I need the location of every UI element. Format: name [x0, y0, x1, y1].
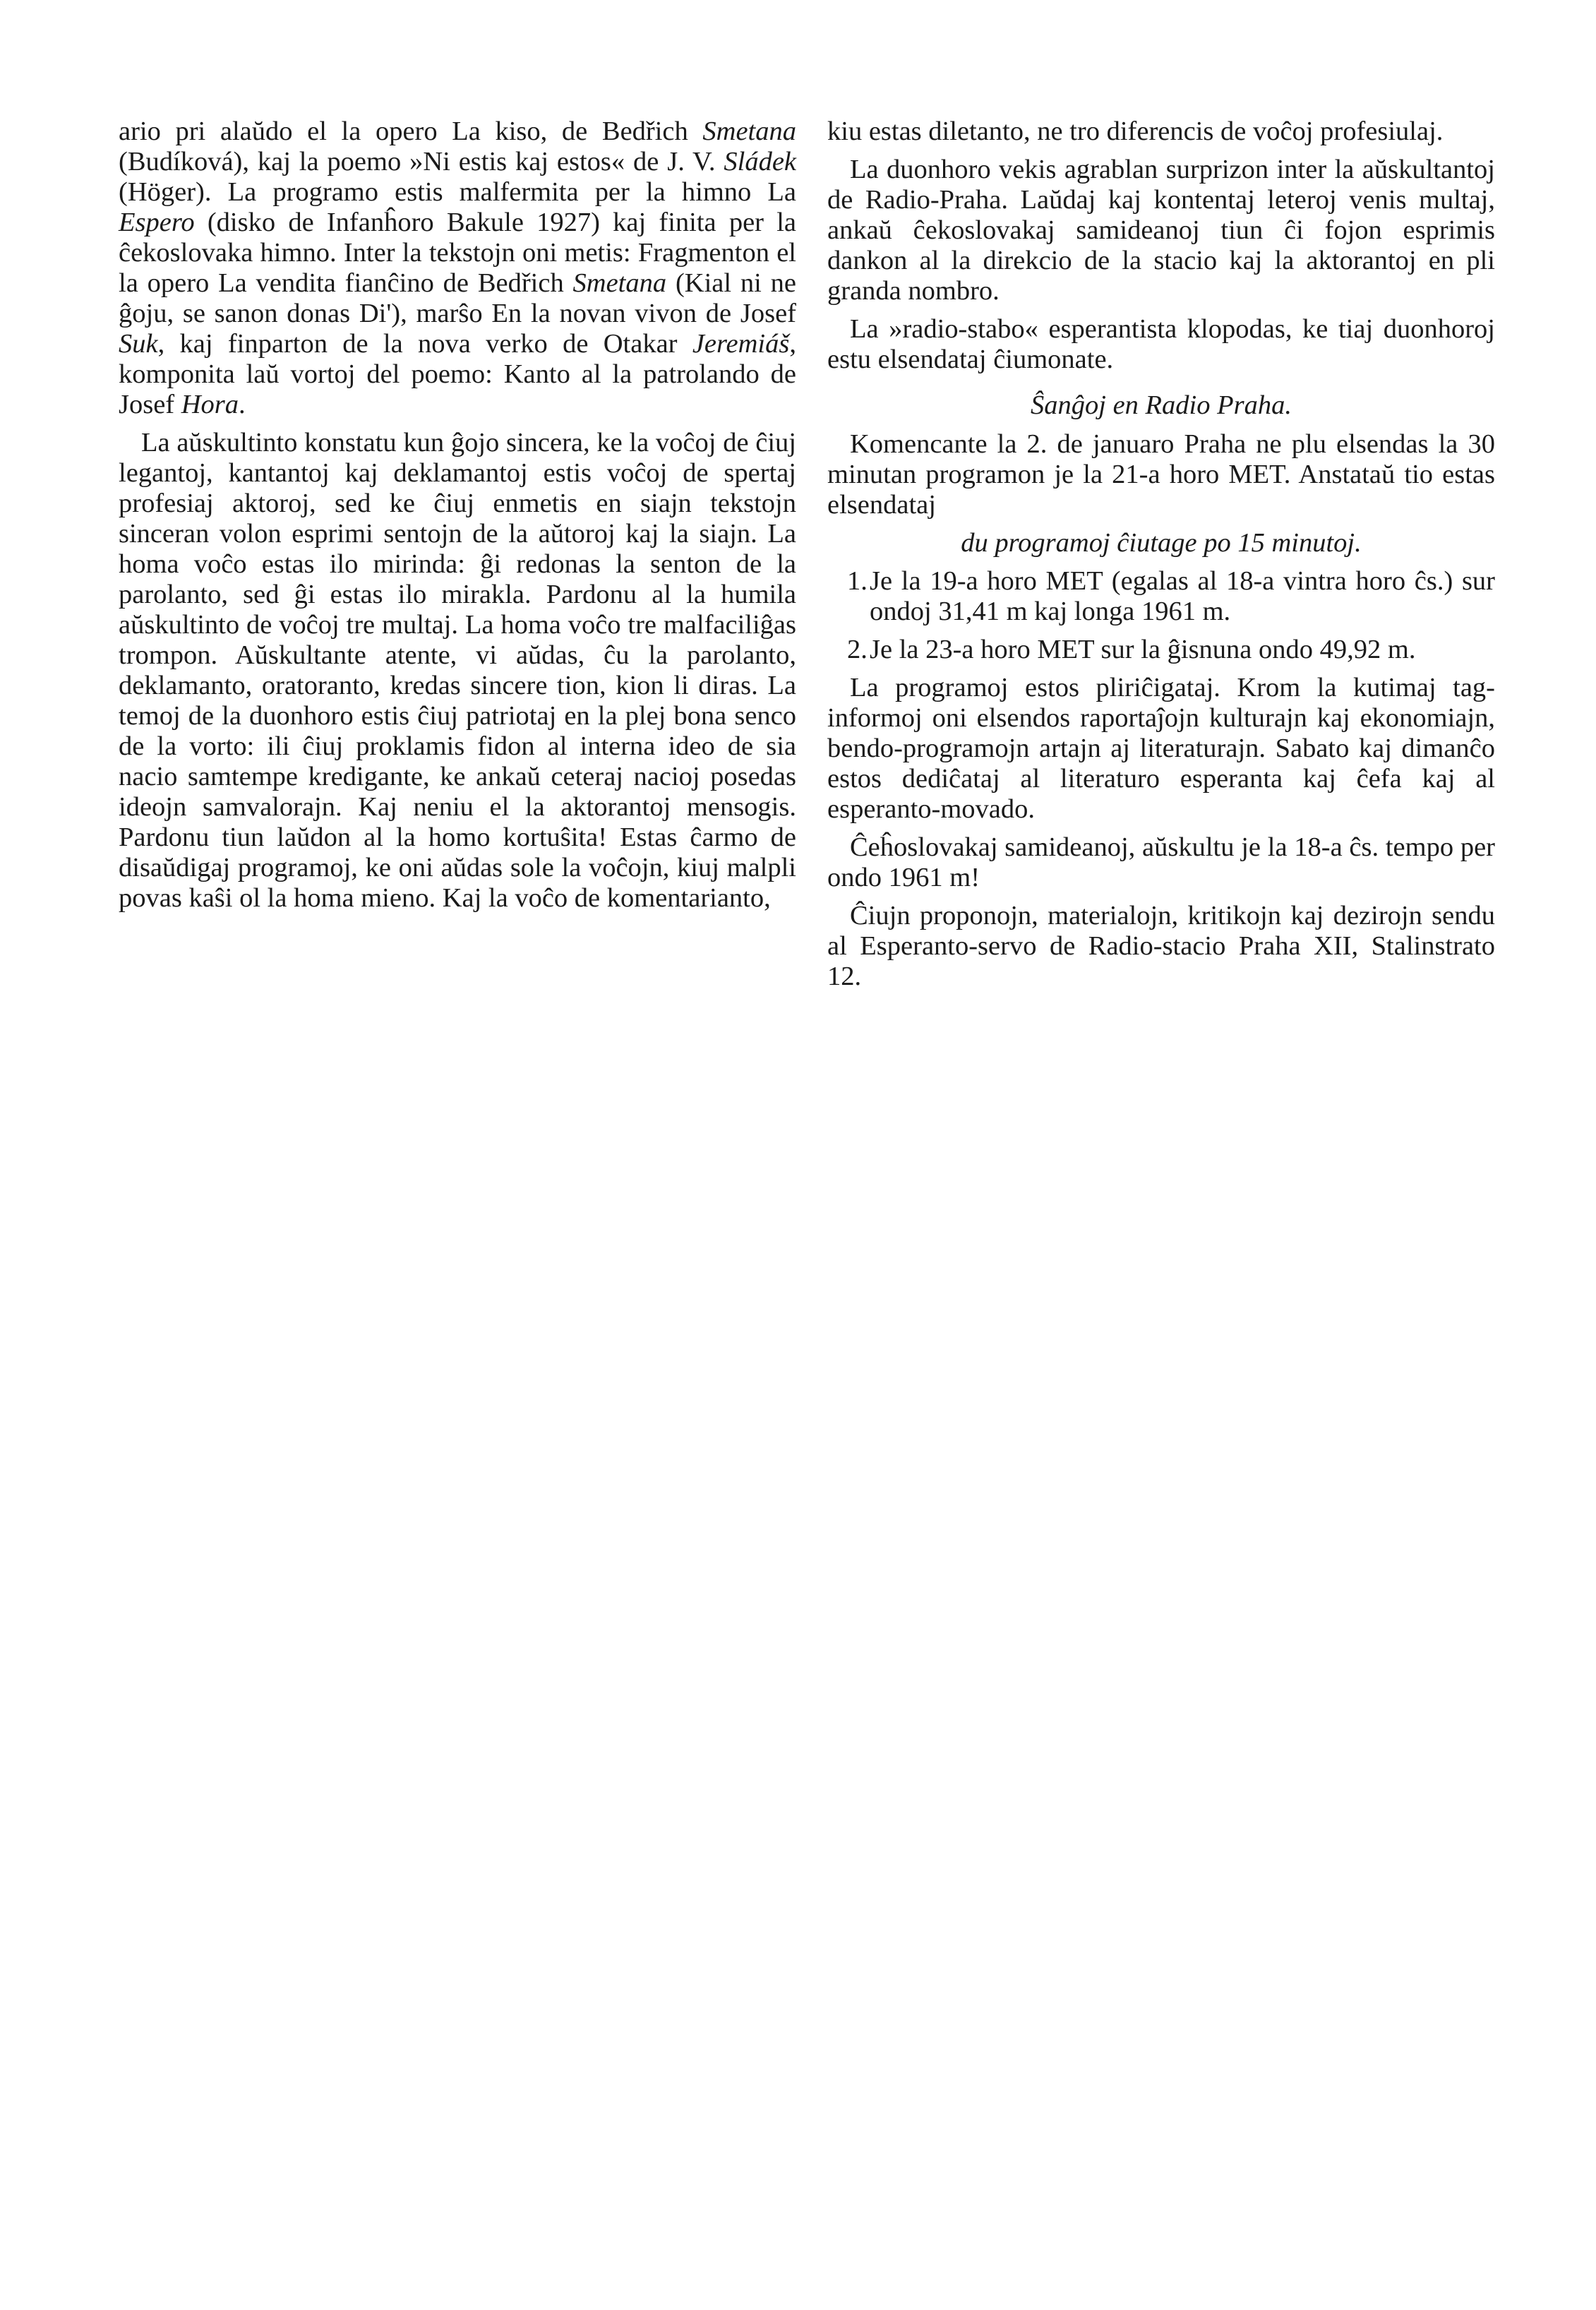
- italic-text: Sládek: [724, 147, 796, 176]
- text-run: (disko de Infanĥoro Bakule 1927) kaj finita per la ĉekoslovaka himno. Inter la tekstojn oni metis: Fragmenton el la opero La vendita fianĉino de Bedřich: [119, 208, 796, 298]
- section-subheading: du programoj ĉiutage po 15 minutoj.: [961, 528, 1362, 558]
- right-paragraph-2: La duonhoro vekis agrablan surprizon inter la aŭskultantoj de Radio-Praha. Laŭdaj kaj kontentaj leteroj venis multaj, ankaŭ ĉekoslovakaj samideanoj tiun ĉi fojon esprimis dankon al la direkcio de la stacio kaj la aktorantoj en pli granda nombro.: [827, 155, 1495, 306]
- right-paragraph-3: La »radio-stabo« esperantista klopodas, ke tiaj duonhoroj estu elsendataj ĉiumonate.: [827, 314, 1495, 374]
- right-paragraph-1: kiu estas diletanto, ne tro diferencis de voĉoj profesiulaj.: [827, 116, 1444, 146]
- italic-text: Jeremiáš: [692, 329, 790, 359]
- italic-text: Suk: [119, 329, 158, 359]
- italic-text: Smetana: [702, 116, 796, 146]
- text-run: La aŭskultinto konstatu kun ĝojo sincera, ke la voĉoj de ĉiuj legantoj, kantantoj kaj deklamantoj estis voĉoj de spertaj profesiaj aktoroj, sed ke ĉiuj enmetis en siajn tekstojn sinceran volon esprimi sentojn de la aŭtoroj kaj la siajn. La homa voĉo estas ilo mirinda: ĝi redonas la senton de la parolanto, sed ĝi estas ilo mirakla. Pardonu al la humila aŭskultinto de voĉoj tre multaj. La homa voĉo tre malfaciliĝas trompon. Aŭskultante atente, vi aŭdas, ĉu la parolanto, deklamanto, oratoranto, kredas sincere tion, kion li diras. La temoj de la duonhoro estis ĉiuj patriotaj en la plej bona senco de la vorto: ili ĉiuj proklamis fidon al interna ideo de sia nacio samtempe kredigante, ke ankaŭ ceteraj nacioj posedas ideojn samvalorajn. Kaj neniu el la aktorantoj mensogis. Pardonu tiun laŭdon al la homo kortuŝita! Estas ĉarmo de disaŭdigaj programoj, ke oni aŭdas sole la voĉojn, kiuj malpli povas kaŝi ol la homa mieno. Kaj la voĉo de komentarianto,: [119, 428, 796, 913]
- right-paragraph-7: Ĉiujn proponojn, materialojn, kritikojn kaj dezirojn sendu al Esperanto-servo de Radio-stacio Praha XII, Stalinstrato 12.: [827, 901, 1495, 991]
- text-run: (Höger). La programo estis malfermita per la himno La: [119, 177, 796, 207]
- list-item-2-text: Je la 23-a horo MET sur la ĝisnuna ondo 49,92 m.: [870, 635, 1416, 664]
- list-item-2-number: 2.: [847, 635, 868, 664]
- text-run: ario pri alaŭdo el la opero La kiso, de Bedřich: [119, 116, 703, 146]
- left-paragraph-2: [119, 428, 796, 914]
- list-item-1-number: 1.: [847, 566, 868, 596]
- section-heading: Ŝanĝoj en Radio Praha.: [1031, 390, 1292, 420]
- text-run: , kaj finparton de la nova verko de Otakar: [157, 329, 692, 359]
- left-column: [119, 116, 796, 914]
- left-paragraph-1: [119, 116, 796, 420]
- text-run: .: [239, 390, 246, 419]
- list-item-1-text: Je la 19-a horo MET (egalas al 18-a vintra horo ĉs.) sur ondoj 31,41 m kaj longa 1961 m.: [870, 566, 1495, 626]
- italic-text: Hora: [181, 390, 239, 419]
- right-paragraph-4: Komencante la 2. de januaro Praha ne plu elsendas la 30 minutan programon je la 21-a horo MET. Anstataŭ tio estas elsendataj: [827, 429, 1495, 520]
- right-paragraph-6: Ĉeĥoslovakaj samideanoj, aŭskultu je la 18-a ĉs. tempo per ondo 1961 m!: [827, 832, 1495, 892]
- right-paragraph-5: La programoj estos pliriĉigataj. Krom la kutimaj tag-informoj oni elsendos raportaĵojn kulturajn kaj ekonomiajn, bendo-programojn artajn aj literaturajn. Sabato kaj dimanĉo estos dediĉataj al literaturo esperanta kaj ĉefa kaj al esperanto-movado.: [827, 673, 1495, 824]
- text-run: (Budíková), kaj la poemo »Ni estis kaj estos« de J. V.: [119, 147, 724, 176]
- right-column: [827, 116, 1495, 992]
- text-run: , komponita laŭ vortoj del poemo: Kanto al la patrolando de Josef: [119, 329, 796, 419]
- list-item-2: [827, 635, 1495, 665]
- list-item-1: [827, 566, 1495, 627]
- italic-text: Espero: [119, 208, 195, 237]
- text-run: (Kial ni ne ĝoju, se sanon donas Di'), marŝo En la novan vivon de Josef: [119, 268, 796, 328]
- italic-text: Smetana: [572, 268, 667, 298]
